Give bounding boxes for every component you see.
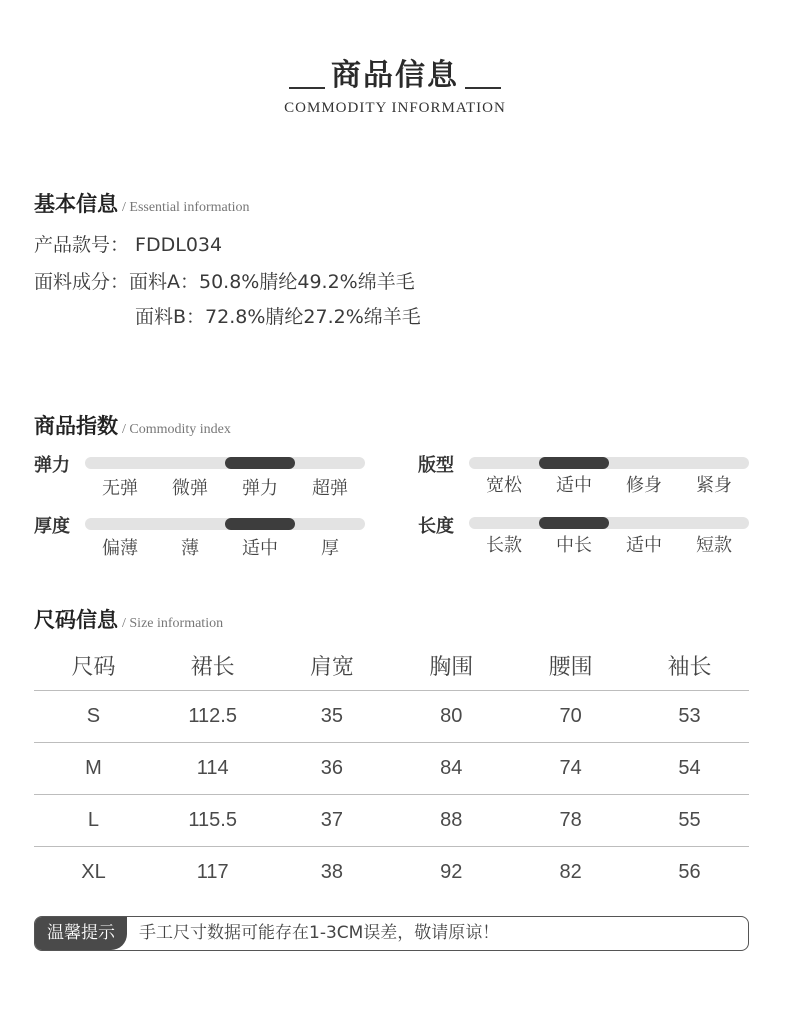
- table-cell: 88: [391, 795, 511, 847]
- table-cell: 78: [511, 795, 630, 847]
- table-cell: 55: [630, 795, 749, 847]
- elasticity-option: 微弹: [172, 478, 208, 499]
- thickness-option: 薄: [181, 538, 199, 559]
- basic-info-heading: [34, 188, 250, 218]
- fabric-a-line: 面料成分：面料A：50.8%腈纶49.2%绵羊毛: [34, 271, 415, 293]
- column-header: 裙长: [153, 640, 272, 691]
- table-cell: S: [34, 691, 153, 743]
- column-header: 肩宽: [272, 640, 391, 691]
- page-title: 商品信息: [331, 58, 459, 93]
- fit-track: [469, 457, 749, 469]
- thickness-option: 偏薄: [102, 538, 138, 559]
- product-code-line: 产品款号： FDDL034: [34, 234, 223, 256]
- table-cell: M: [34, 743, 153, 795]
- table-cell: 36: [272, 743, 391, 795]
- length-option: 中长: [556, 535, 592, 556]
- tip-text: 手工尺寸数据可能存在1-3CM误差，敬请原谅！: [139, 923, 500, 943]
- length-option: 长款: [486, 535, 522, 556]
- table-row: [34, 743, 749, 795]
- table-cell: 53: [630, 691, 749, 743]
- page-subtitle: COMMODITY INFORMATION: [284, 100, 506, 116]
- table-cell: XL: [81, 861, 106, 883]
- tip-label: 温馨提示: [35, 917, 127, 950]
- table-cell: 112.5: [153, 691, 272, 743]
- basic-info-title-en: / Essential information: [122, 200, 250, 215]
- size-info-title: 尺码信息: [34, 608, 118, 632]
- elasticity-option: 无弹: [102, 478, 138, 499]
- table-cell: 117: [196, 861, 229, 883]
- elasticity-indicator: [225, 457, 295, 469]
- table-header-row: [34, 640, 749, 691]
- column-header: 袖长: [630, 640, 749, 691]
- table-cell: 82: [559, 861, 582, 883]
- fit-indicator: [539, 457, 609, 469]
- title-left-rule: [289, 87, 325, 89]
- tip-box: [34, 916, 749, 951]
- elasticity-option: 超弹: [312, 478, 348, 499]
- fit-option: 修身: [626, 475, 662, 496]
- fit-option: 适中: [556, 475, 592, 496]
- table-cell: 56: [678, 861, 701, 883]
- table-row: [34, 691, 749, 743]
- table-row: [34, 795, 749, 847]
- thickness-indicator: [225, 518, 295, 530]
- table-cell: 74: [511, 743, 630, 795]
- table-cell: L: [34, 795, 153, 847]
- fit-option: 宽松: [486, 475, 522, 496]
- table-cell: 38: [320, 861, 343, 883]
- thickness-option: 厚: [321, 538, 339, 559]
- fabric-b-line: 面料B：72.8%腈纶27.2%绵羊毛: [135, 306, 421, 328]
- table-cell: 54: [630, 743, 749, 795]
- elasticity-option: 弹力: [242, 478, 278, 499]
- column-header: 腰围: [511, 640, 630, 691]
- column-header: 胸围: [391, 640, 511, 691]
- length-label: 长度: [418, 516, 454, 537]
- table-cell: 84: [391, 743, 511, 795]
- table-cell: 92: [440, 861, 463, 883]
- column-header: 尺码: [34, 640, 153, 691]
- title-right-rule: [465, 87, 501, 89]
- length-option: 适中: [626, 535, 662, 556]
- size-info-title-en: / Size information: [122, 616, 224, 631]
- thickness-track: [85, 518, 365, 530]
- length-option: 短款: [696, 535, 732, 556]
- table-cell: 115.5: [153, 795, 272, 847]
- commodity-index-title: 商品指数: [34, 414, 118, 438]
- thickness-label: 厚度: [34, 516, 70, 537]
- table-cell: 35: [272, 691, 391, 743]
- commodity-index-heading: [34, 410, 231, 440]
- size-info-heading: [34, 604, 223, 634]
- elasticity-track: [85, 457, 365, 469]
- length-indicator: [539, 517, 609, 529]
- thickness-option: 适中: [242, 538, 278, 559]
- table-cell: 37: [272, 795, 391, 847]
- elasticity-label: 弹力: [34, 455, 70, 476]
- commodity-index-title-en: / Commodity index: [122, 422, 231, 437]
- basic-info-title: 基本信息: [34, 192, 118, 216]
- size-table: [34, 640, 749, 898]
- table-row: [34, 847, 749, 899]
- length-track: [469, 517, 749, 529]
- fit-label: 版型: [418, 455, 454, 476]
- table-cell: 70: [511, 691, 630, 743]
- fit-option: 紧身: [696, 475, 732, 496]
- table-cell: 80: [391, 691, 511, 743]
- table-cell: 114: [153, 743, 272, 795]
